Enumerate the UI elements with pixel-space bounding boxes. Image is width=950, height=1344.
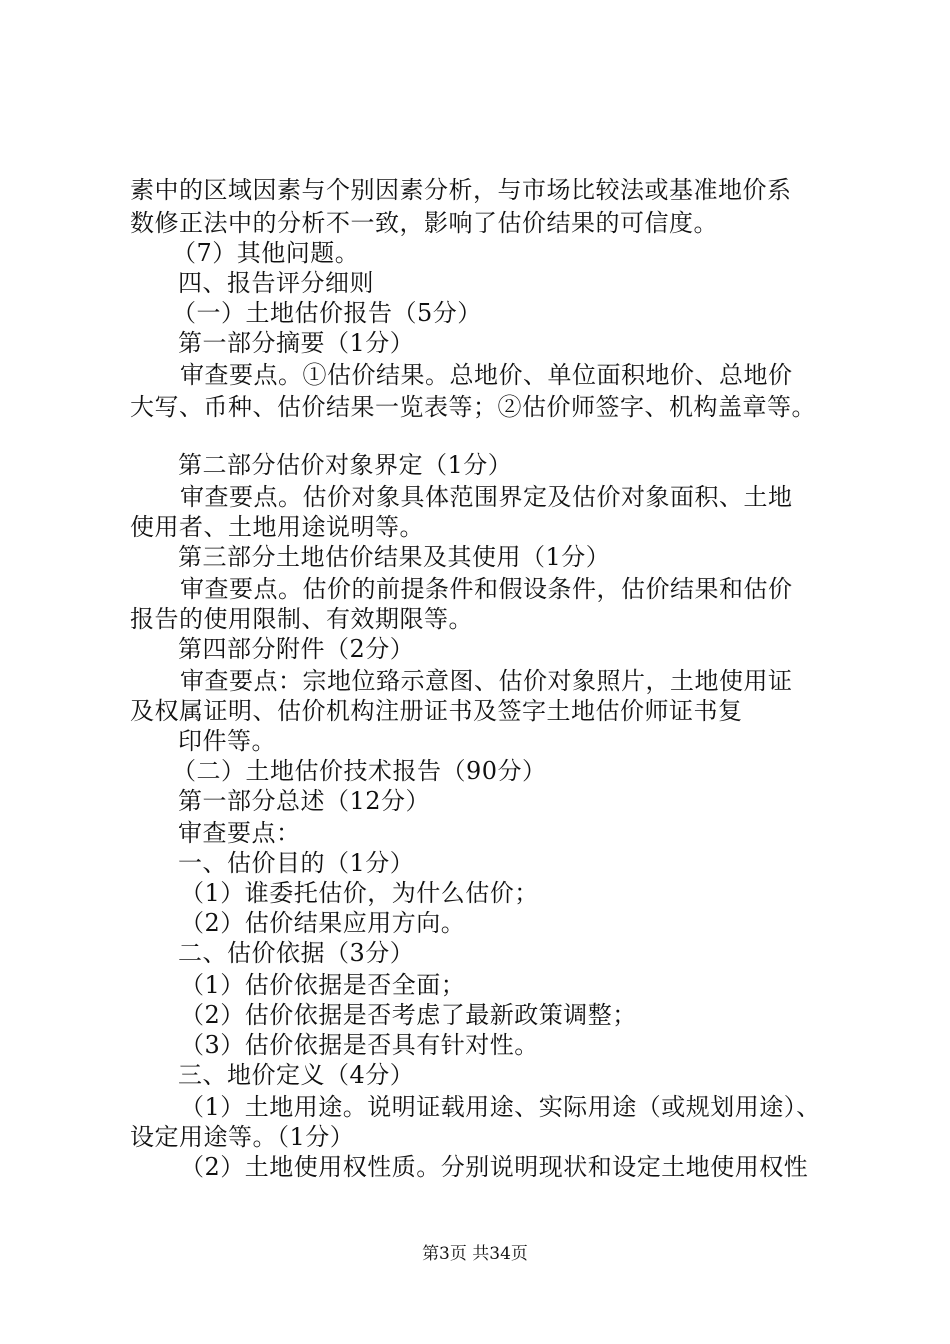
subsection-heading: （二）土地估价技术报告（90分） [172, 757, 547, 785]
part-heading: 第一部分总述（12分） [178, 787, 431, 815]
list-item: （1）估价依据是否全面； [180, 971, 466, 999]
text-line: （7）其他问题。 [172, 239, 360, 267]
list-item: （2）估价依据是否考虑了最新政策调整； [180, 1001, 637, 1029]
text-line: 审查要点。估价的前提条件和假设条件，估价结果和估价 [180, 575, 793, 603]
text-line: 审查要点。估价对象具体范围界定及估价对象面积、土地 [180, 483, 793, 511]
text-line: 审查要点：宗地位臵示意图、估价对象照片，土地使用证 [180, 667, 793, 695]
part-heading: 第二部分估价对象界定（1分） [178, 451, 513, 479]
part-heading: 第一部分摘要（1分） [178, 329, 415, 357]
section-heading: 四、报告评分细则 [178, 269, 374, 297]
item-heading: 三、地价定义（4分） [178, 1061, 415, 1089]
list-item: （1）土地用途。说明证载用途、实际用途（或规划用途）、 [180, 1093, 821, 1121]
text-line: 使用者、土地用途说明等。 [130, 513, 424, 541]
text-line: 审查要点： [178, 819, 301, 847]
part-heading: 第三部分土地估价结果及其使用（1分） [178, 543, 611, 571]
text-line: 设定用途等。（1分） [130, 1123, 355, 1151]
text-line: 印件等。 [178, 727, 276, 755]
list-item: （2）土地使用权性质。分别说明现状和设定土地使用权性 [180, 1153, 809, 1181]
list-item: （1）谁委托估价，为什么估价； [180, 879, 539, 907]
text-line: 报告的使用限制、有效期限等。 [130, 605, 473, 633]
text-line: 素中的区域因素与个别因素分析，与市场比较法或基准地价系 [130, 176, 792, 204]
text-line: 数修正法中的分析不一致，影响了估价结果的可信度。 [130, 209, 718, 237]
text-line: 审查要点。①估价结果。总地价、单位面积地价、总地价 [180, 361, 793, 389]
text-line: 大写、币种、估价结果一览表等；②估价师签字、机构盖章等。 [130, 393, 816, 421]
item-heading: 一、估价目的（1分） [178, 849, 415, 877]
part-heading: 第四部分附件（2分） [178, 635, 415, 663]
item-heading: 二、估价依据（3分） [178, 939, 415, 967]
list-item: （2）估价结果应用方向。 [180, 909, 466, 937]
subsection-heading: （一）土地估价报告（5分） [172, 299, 482, 327]
text-line: 及权属证明、估价机构注册证书及签字土地估价师证书复 [130, 697, 743, 725]
page-number-footer: 第3页 共34页 [422, 1244, 528, 1264]
list-item: （3）估价依据是否具有针对性。 [180, 1031, 539, 1059]
